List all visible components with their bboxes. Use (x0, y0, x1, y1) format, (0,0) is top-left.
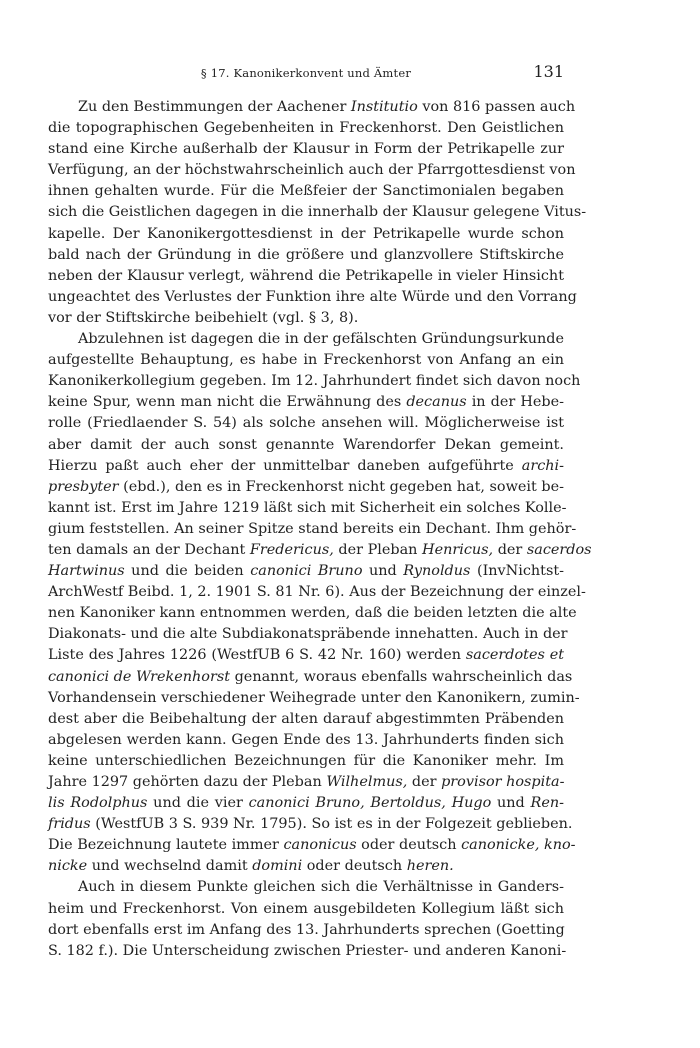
text-line: abgelesen werden kann. Gegen Ende des 13. Jahrhunderts finden sich (48, 731, 564, 748)
text-line: sich die Geistlichen dagegen in die innerhalb der Klausur gelegene Vitus- (48, 204, 587, 221)
text-line: Diakonats- und die alte Subdiakonatspräbende innehatten. Auch in der (48, 626, 568, 643)
text-line: presbyter (ebd.), den es in Freckenhorst nicht gegeben hat, soweit be- (48, 478, 564, 495)
text-line: aufgestellte Behauptung, es habe in Freckenhorst von Anfang an ein (48, 352, 564, 369)
text-line: fridus (WestfUB 3 S. 939 Nr. 1795). So ist es in der Folgezeit geblieben. (48, 816, 573, 833)
text-line: ten damals an der Dechant Fredericus, der Pleban Henricus, der sacerdos (48, 541, 592, 558)
text-line: Auch in diesem Punkte gleichen sich die Verhältnisse in Ganders- (78, 879, 564, 896)
text-line: Vorhandensein verschiedener Weihegrade unter den Kanonikern, zumin- (48, 689, 580, 706)
text-line: bald nach der Gründung in die größere und glanzvollere Stiftskirche (48, 246, 564, 263)
text-line: rolle (Friedlaender S. 54) als solche ansehen will. Möglicherweise ist (48, 415, 564, 432)
text-line: ArchWestf Beibd. 1, 2. 1901 S. 81 Nr. 6). Aus der Bezeichnung der einzel- (48, 584, 586, 601)
text-line: kapelle. Der Kanonikergottesdienst in der Petrikapelle wurde schon (48, 225, 564, 242)
text-line: keine Spur, wenn man nicht die Erwähnung des decanus in der Hebe- (48, 394, 564, 411)
text-line: Abzulehnen ist dagegen die in der gefälschten Gründungsurkunde (78, 331, 564, 348)
text-line: Jahre 1297 gehörten dazu der Pleban Wilhelmus, der provisor hospita- (48, 774, 565, 790)
text-line: Liste des Jahres 1226 (WestfUB 6 S. 42 Nr. 160) werden sacerdotes et (48, 647, 564, 664)
page-number: 131 (533, 62, 564, 81)
text-line: lis Rodolphus und die vier canonici Bruno, Bertoldus, Hugo und Ren- (48, 795, 564, 812)
text-line: ihnen gehalten wurde. Für die Meßfeier der Sanctimonialen begaben (48, 183, 564, 200)
text-line: kannt ist. Erst im Jahre 1219 läßt sich mit Sicherheit ein solches Kolle- (48, 499, 567, 516)
text-line: canonici de Wrekenhorst genannt, woraus ebenfalls wahrscheinlich das (48, 668, 573, 685)
running-title: § 17. Kanonikerkonvent und Ämter (200, 66, 412, 80)
text-line: aber damit der auch sonst genannte Warendorfer Dekan gemeint. (48, 436, 564, 453)
text-line: nen Kanoniker kann entnommen werden, daß die beiden letzten die alte (48, 605, 577, 622)
text-line: nicke und wechselnd damit domini oder deutsch heren. (48, 858, 454, 875)
text-line: keine unterschiedlichen Bezeichnungen für die Kanoniker mehr. Im (48, 752, 564, 769)
text-line: Hierzu paßt auch eher der unmittelbar daneben aufgeführte archi- (48, 457, 564, 474)
text-line: Verfügung, an der höchstwahrscheinlich auch der Pfarrgottesdienst von (48, 162, 576, 179)
text-line: S. 182 f.). Die Unterscheidung zwischen Priester- und anderen Kanoni- (48, 942, 567, 959)
text-line: gium feststellen. An seiner Spitze stand bereits ein Dechant. Ihm gehör- (48, 520, 577, 537)
text-line: die topographischen Gegebenheiten in Freckenhorst. Den Geistlichen (48, 120, 564, 137)
text-line: neben der Klausur verlegt, während die Petrikapelle in vieler Hinsicht (48, 267, 564, 284)
text-line: Kanonikerkollegium gegeben. Im 12. Jahrhundert findet sich davon noch (48, 373, 581, 390)
text-line: vor der Stiftskirche beibehielt (vgl. § 3, 8). (48, 309, 359, 326)
text-line: Hartwinus und die beiden canonici Bruno und Rynoldus (InvNichtst- (48, 563, 564, 580)
text-line: dest aber die Beibehaltung der alten darauf abgestimmten Präbenden (48, 710, 564, 727)
body-text (48, 97, 592, 962)
running-head (48, 64, 564, 84)
text-line: ungeachtet des Verlustes der Funktion ihre alte Würde und den Vorrang (48, 288, 577, 305)
text-line: stand eine Kirche außerhalb der Klausur in Form der Petrikapelle zur (48, 141, 564, 158)
text-line: Die Bezeichnung lautete immer canonicus oder deutsch canonicke, kno- (48, 837, 576, 854)
text-line: heim und Freckenhorst. Von einem ausgebildeten Kollegium läßt sich (48, 900, 564, 917)
text-line: dort ebenfalls erst im Anfang des 13. Jahrhunderts sprechen (Goetting (48, 921, 565, 938)
text-line: Zu den Bestimmungen der Aachener Institutio von 816 passen auch (78, 99, 576, 115)
